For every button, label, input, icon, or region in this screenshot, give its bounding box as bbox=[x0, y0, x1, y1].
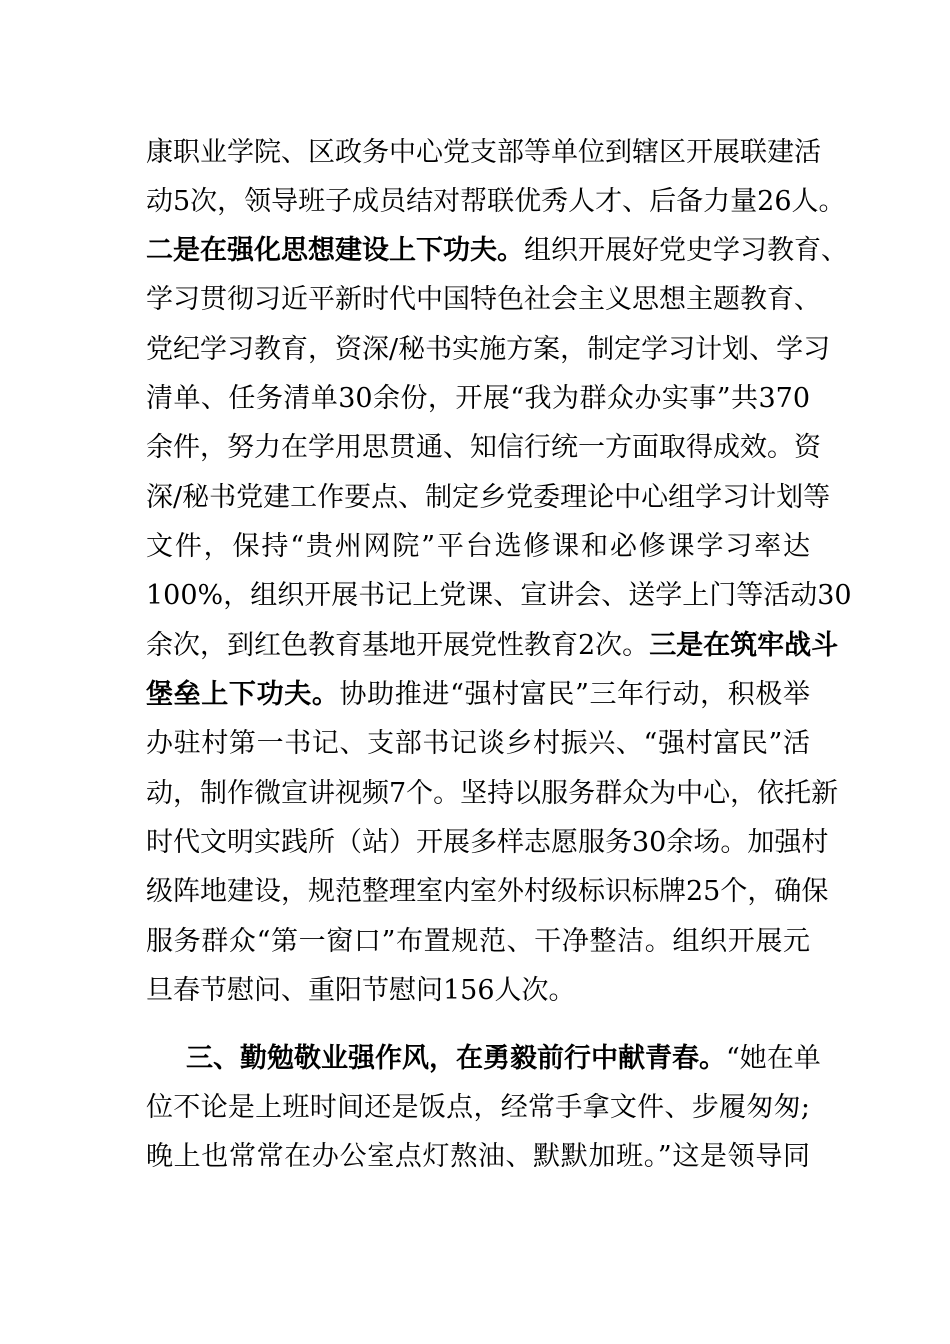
text-span: 办驻村第一书记、支部书记谈乡村振兴、“强村富民”活 bbox=[146, 728, 810, 759]
text-line bbox=[146, 621, 839, 671]
text-line bbox=[146, 473, 831, 523]
text-span: 学习贯彻习近平新时代中国特色社会主义思想主题教育、 bbox=[146, 284, 821, 315]
text-span: 深/秘书党建工作要点、制定乡党委理论中心组学习计划等 bbox=[146, 482, 831, 513]
text-line bbox=[146, 423, 821, 473]
text-line bbox=[146, 719, 810, 769]
text-span: 级阵地建设，规范整理室内室外村级标识标牌25个，确保 bbox=[146, 876, 829, 907]
section-heading-bold: 三是在筑牢战斗 bbox=[649, 630, 839, 661]
text-line bbox=[186, 1034, 821, 1084]
text-line bbox=[146, 917, 810, 967]
text-span: 旦春节慰问、重阳节慰问156人次。 bbox=[146, 975, 576, 1006]
text-span: 位不论是上班时间还是饭点，经常手拿文件、步履匆匆; bbox=[146, 1092, 810, 1123]
text-span: 党纪学习教育，资深/秘书实施方案，制定学习计划、学习 bbox=[146, 334, 831, 365]
section-heading-bold: 二是在强化思想建设上下功夫。 bbox=[146, 235, 524, 266]
text-span: 余件，努力在学用思贯通、知信行统一方面取得成效。资 bbox=[146, 432, 821, 463]
text-line bbox=[146, 522, 810, 572]
text-span: “她在单 bbox=[726, 1043, 821, 1074]
text-line bbox=[146, 226, 848, 276]
text-span: 协助推进“强村富民”三年行动，积极举 bbox=[339, 679, 811, 710]
section-heading-bold: 三、勤勉敬业强作风，在勇毅前行中献青春。 bbox=[186, 1043, 726, 1074]
text-line bbox=[146, 1132, 810, 1182]
text-span: 晚上也常常在办公室点灯熬油、默默加班。”这是领导同 bbox=[146, 1141, 810, 1172]
text-line bbox=[146, 769, 839, 819]
text-line bbox=[146, 177, 846, 227]
text-line bbox=[146, 275, 821, 325]
text-line bbox=[146, 571, 852, 621]
text-line bbox=[146, 374, 810, 424]
text-span: 时代文明实践所（站）开展多样志愿服务30余场。加强村 bbox=[146, 827, 829, 858]
text-line bbox=[146, 818, 829, 868]
text-line bbox=[146, 867, 829, 917]
text-line bbox=[146, 966, 810, 1016]
text-span: 康职业学院、区政务中心党支部等单位到辖区开展联建活 bbox=[146, 137, 821, 168]
text-span: 文件，保持“贵州网院”平台选修课和必修课学习率达 bbox=[146, 531, 810, 562]
text-span: 清单、任务清单30余份，开展“我为群众办实事”共370 bbox=[146, 383, 810, 414]
text-line bbox=[146, 325, 831, 375]
text-span: 动，制作微宣讲视频7个。坚持以服务群众为中心，依托新 bbox=[146, 778, 839, 809]
text-span: 组织开展好党史学习教育、 bbox=[524, 235, 848, 266]
text-line bbox=[146, 128, 821, 178]
text-span: 动5次，领导班子成员结对帮联优秀人才、后备力量26人。 bbox=[146, 186, 846, 217]
text-span: 余次，到红色教育基地开展党性教育2次。 bbox=[146, 630, 650, 661]
section-heading-bold: 堡垒上下功夫。 bbox=[146, 679, 340, 710]
text-span: 服务群众“第一窗口”布置规范、干净整洁。组织开展元 bbox=[146, 926, 810, 957]
text-line bbox=[146, 1083, 810, 1133]
text-span: 100%，组织开展书记上党课、宣讲会、送学上门等活动30 bbox=[146, 580, 852, 611]
text-line bbox=[146, 670, 810, 720]
